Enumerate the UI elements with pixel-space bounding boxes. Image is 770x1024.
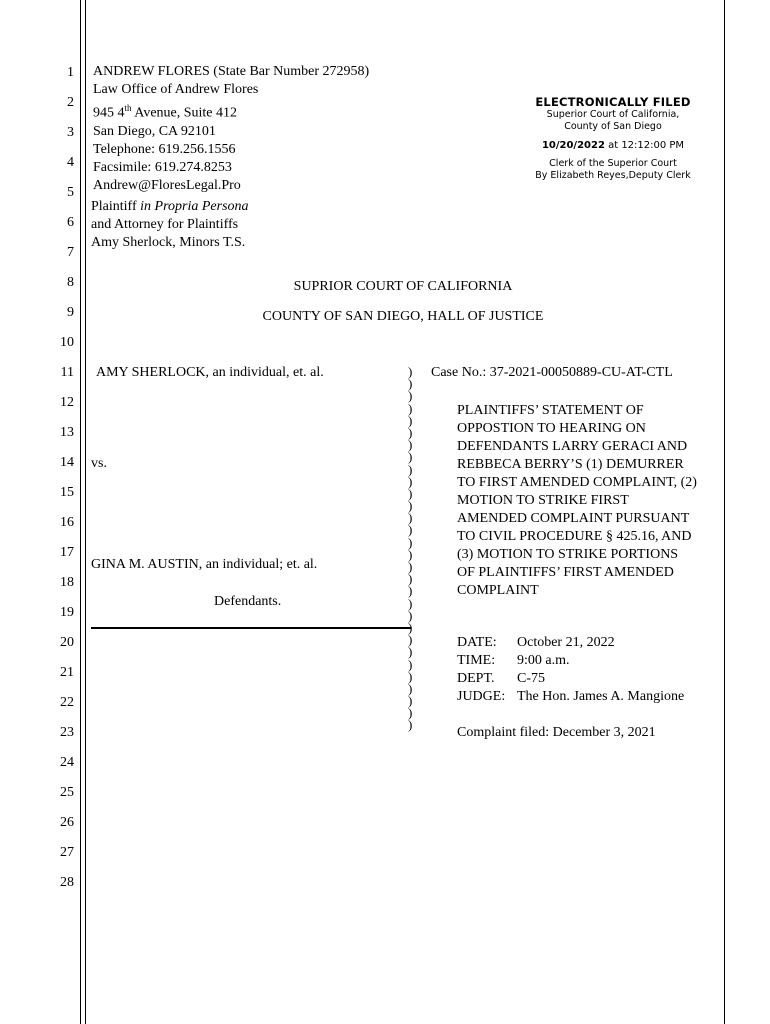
- line-number: 27: [60, 845, 74, 860]
- line-number: 16: [60, 515, 74, 530]
- hearing-info: [457, 634, 684, 742]
- paren: ): [408, 546, 413, 562]
- title-line: PLAINTIFFS’ STATEMENT OF: [457, 403, 644, 418]
- paren: ): [408, 607, 413, 623]
- line-number: 28: [60, 875, 74, 890]
- caption-underline: [91, 627, 411, 629]
- paren: ): [408, 583, 413, 599]
- line-number: 14: [60, 455, 74, 470]
- paren: ): [408, 400, 413, 416]
- judge-label: JUDGE:: [457, 689, 506, 704]
- defendants-label: Defendants.: [214, 594, 282, 609]
- stamp-datetime: [520, 139, 706, 152]
- paren: ): [408, 510, 413, 526]
- paren: ): [408, 473, 413, 489]
- paren: ): [408, 644, 413, 660]
- stamp-court: Superior Court of California,: [546, 109, 680, 120]
- defendant-caption: GINA M. AUSTIN, an individual; et. al.: [91, 557, 318, 572]
- right-margin-rule: [724, 0, 725, 1024]
- line-number: 21: [60, 665, 74, 680]
- plaintiff-status: [91, 198, 249, 216]
- stamp-county: County of San Diego: [564, 121, 662, 132]
- line-number: 26: [60, 815, 74, 830]
- case-number: Case No.: 37-2021-00050889-CU-AT-CTL: [431, 365, 673, 380]
- line-number: 2: [67, 95, 74, 110]
- title-line: OF PLAINTIFFS’ FIRST AMENDED: [457, 565, 674, 580]
- telephone: Telephone: 619.256.1556: [93, 141, 236, 157]
- paren: ): [408, 680, 413, 696]
- date-value: October 21, 2022: [517, 635, 615, 650]
- paren: ): [408, 571, 413, 587]
- line-number: 4: [67, 155, 74, 170]
- paren: ): [408, 632, 413, 648]
- line-number: 17: [60, 545, 74, 560]
- line-number: 6: [67, 215, 74, 230]
- facsimile: Facsimile: 619.274.8253: [93, 159, 232, 175]
- street-address: [93, 99, 369, 123]
- date-label: DATE:: [457, 635, 497, 650]
- line-number: 7: [67, 245, 74, 260]
- line-number: 9: [67, 305, 74, 320]
- title-line: OPPOSTION TO HEARING ON: [457, 421, 646, 436]
- paren: ): [408, 412, 413, 428]
- attorney-block: [93, 63, 369, 195]
- line-number: 1: [67, 65, 74, 80]
- title-line: MOTION TO STRIKE FIRST: [457, 493, 629, 508]
- document-title: [457, 402, 697, 600]
- paren: ): [408, 559, 413, 574]
- line-number: 25: [60, 785, 74, 800]
- line-number: 3: [67, 125, 74, 140]
- city-state-zip: San Diego, CA 92101: [93, 123, 216, 139]
- paren: ): [408, 498, 413, 514]
- law-office: Law Office of Andrew Flores: [93, 82, 259, 97]
- court-county: COUNTY OF SAN DIEGO, HALL OF JUSTICE: [262, 309, 544, 324]
- line-number: 22: [60, 695, 74, 710]
- paren: ): [408, 668, 413, 684]
- paren: ): [408, 522, 413, 538]
- paren: ): [408, 424, 413, 440]
- line-number: 19: [60, 605, 74, 620]
- line-number: 10: [60, 335, 74, 350]
- address-number: 945 4: [93, 105, 125, 121]
- title-line: DEFENDANTS LARRY GERACI AND: [457, 439, 688, 454]
- line-number: 20: [60, 635, 74, 650]
- dept-value: C-75: [517, 671, 545, 686]
- title-line: AMENDED COMPLAINT PURSUANT: [457, 511, 690, 526]
- paren: ): [408, 364, 413, 379]
- paren: ): [408, 449, 413, 465]
- paren: ): [408, 388, 413, 404]
- line-number: 15: [60, 485, 74, 500]
- line-number: 5: [67, 185, 74, 200]
- address-ordinal: th: [124, 103, 132, 113]
- paren: ): [408, 717, 413, 733]
- stamp-clerk: Clerk of the Superior Court: [549, 158, 677, 169]
- left-margin-rule-inner: [85, 0, 86, 1024]
- line-number: 23: [60, 725, 74, 740]
- title-line: TO CIVIL PROCEDURE § 425.16, AND: [457, 529, 692, 544]
- line-number: 11: [60, 365, 74, 380]
- electronic-filing-stamp: [520, 95, 706, 182]
- line-number: 13: [60, 425, 74, 440]
- hearing-time: [457, 652, 684, 670]
- paren: ): [408, 437, 413, 453]
- line-number: 8: [67, 275, 74, 290]
- line-number: 18: [60, 575, 74, 590]
- title-line: TO FIRST AMENDED COMPLAINT, (2): [457, 475, 697, 490]
- title-line: REBBECA BERRY’S (1) DEMURRER: [457, 457, 684, 472]
- plaintiff-label: Plaintiff: [91, 199, 141, 214]
- paren: ): [408, 693, 413, 709]
- paren: ): [408, 705, 413, 721]
- line-number: 12: [60, 395, 74, 410]
- hearing-dept: [457, 670, 684, 688]
- hearing-judge: [457, 688, 684, 706]
- plaintiff-caption: AMY SHERLOCK, an individual, et. al.: [96, 365, 324, 380]
- email-address: Andrew@FloresLegal.Pro: [93, 177, 241, 193]
- paren: ): [408, 534, 413, 550]
- paren: ): [408, 485, 413, 501]
- court-name: SUPRIOR COURT OF CALIFORNIA: [293, 279, 513, 294]
- dept-label: DEPT.: [457, 671, 495, 686]
- representation-block: [91, 198, 249, 252]
- left-margin-rule: [80, 0, 81, 1024]
- plaintiffs-names: Amy Sherlock, Minors T.S.: [91, 235, 246, 250]
- line-number: 24: [60, 755, 74, 770]
- paren: ): [408, 461, 413, 477]
- time-label: TIME:: [457, 653, 496, 668]
- paren: ): [408, 619, 413, 635]
- stamp-time: at 12:12:00 PM: [604, 140, 685, 151]
- judge-value: The Hon. James A. Mangione: [517, 689, 685, 704]
- address-street: Avenue, Suite 412: [131, 105, 238, 121]
- stamp-deputy: By Elizabeth Reyes,Deputy Clerk: [535, 170, 691, 181]
- complaint-filed: Complaint filed: December 3, 2021: [457, 725, 656, 740]
- versus: vs.: [91, 456, 107, 471]
- paren: ): [408, 376, 413, 392]
- paren: ): [408, 595, 413, 611]
- hearing-date: [457, 634, 684, 652]
- stamp-title: ELECTRONICALLY FILED: [535, 95, 691, 109]
- stamp-date: 10/20/2022: [541, 140, 605, 151]
- attorney-name: ANDREW FLORES (State Bar Number 272958): [93, 64, 370, 79]
- caption-parentheses: [408, 366, 412, 732]
- time-value: 9:00 a.m.: [517, 653, 570, 668]
- attorney-for: and Attorney for Plaintiffs: [91, 217, 239, 232]
- propria-persona: in Propria Persona: [140, 199, 249, 214]
- title-line: COMPLAINT: [457, 583, 539, 598]
- title-line: (3) MOTION TO STRIKE PORTIONS: [457, 547, 679, 562]
- paren: ): [408, 656, 413, 672]
